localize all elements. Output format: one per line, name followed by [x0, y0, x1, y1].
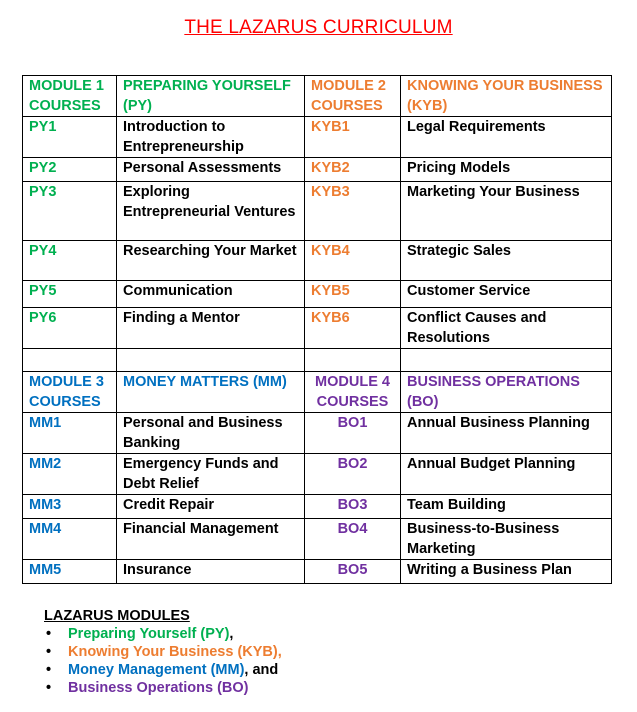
course-title: Writing a Business Plan [401, 560, 612, 584]
course-code: PY5 [23, 281, 117, 308]
empty-cell [401, 349, 612, 372]
module2-label: MODULE 2 COURSES [305, 76, 401, 117]
course-title: Insurance [117, 560, 305, 584]
module4-name: BUSINESS OPERATIONS (BO) [401, 372, 612, 413]
bullet-icon: • [46, 662, 52, 678]
empty-cell [23, 349, 117, 372]
course-title: Annual Budget Planning [401, 454, 612, 495]
legend-item-tail: , [229, 626, 234, 642]
course-title: Exploring Entrepreneurial Ventures [117, 182, 305, 241]
course-title: Credit Repair [117, 495, 305, 519]
course-code: PY1 [23, 117, 117, 158]
legend-item-text: Business Operations (BO) [68, 680, 249, 696]
course-code: BO5 [305, 560, 401, 584]
course-title: Annual Business Planning [401, 413, 612, 454]
table-row [23, 454, 612, 495]
table-row [23, 158, 612, 182]
course-title: Introduction to Entrepreneurship [117, 117, 305, 158]
empty-cell [305, 349, 401, 372]
legend-title: LAZARUS MODULES [44, 608, 190, 624]
legend-item-text: Preparing Yourself (PY) [68, 626, 230, 642]
course-code: PY3 [23, 182, 117, 241]
course-code: MM1 [23, 413, 117, 454]
legend-item-tail: , and [244, 662, 279, 678]
modules-legend [44, 607, 282, 697]
bullet-icon: • [46, 644, 52, 660]
course-code: MM4 [23, 519, 117, 560]
course-title: Financial Management [117, 519, 305, 560]
course-code: PY2 [23, 158, 117, 182]
legend-item-bo [44, 679, 282, 697]
course-code: PY6 [23, 308, 117, 349]
table-row [23, 560, 612, 584]
course-code: BO4 [305, 519, 401, 560]
course-title: Marketing Your Business [401, 182, 612, 241]
course-title: Communication [117, 281, 305, 308]
course-title: Personal and Business Banking [117, 413, 305, 454]
course-title: Customer Service [401, 281, 612, 308]
course-code: MM2 [23, 454, 117, 495]
legend-item-kyb [44, 643, 282, 661]
course-title: Business-to-Business Marketing [401, 519, 612, 560]
curriculum-table [22, 75, 612, 584]
empty-cell [117, 349, 305, 372]
course-title: Researching Your Market [117, 241, 305, 281]
course-title: Strategic Sales [401, 241, 612, 281]
module-header-row-bottom [23, 372, 612, 413]
course-code: KYB3 [305, 182, 401, 241]
course-code: KYB2 [305, 158, 401, 182]
bullet-icon: • [46, 680, 52, 696]
bullet-icon: • [46, 626, 52, 642]
page-title: THE LAZARUS CURRICULUM [184, 17, 453, 38]
table-row [23, 519, 612, 560]
course-title: Legal Requirements [401, 117, 612, 158]
course-code: KYB6 [305, 308, 401, 349]
module2-name: KNOWING YOUR BUSINESS (KYB) [401, 76, 612, 117]
course-code: BO2 [305, 454, 401, 495]
module1-name: PREPARING YOURSELF (PY) [117, 76, 305, 117]
table-row [23, 281, 612, 308]
course-code: KYB1 [305, 117, 401, 158]
table-row [23, 117, 612, 158]
module1-label: MODULE 1 COURSES [23, 76, 117, 117]
legend-item-text: Money Management (MM) [68, 662, 245, 678]
table-row [23, 182, 612, 241]
course-title: Finding a Mentor [117, 308, 305, 349]
course-title: Team Building [401, 495, 612, 519]
table-row [23, 308, 612, 349]
course-code: MM5 [23, 560, 117, 584]
legend-item-mm [44, 661, 282, 679]
legend-list [44, 625, 282, 697]
course-title: Pricing Models [401, 158, 612, 182]
table-row [23, 413, 612, 454]
course-code: BO1 [305, 413, 401, 454]
course-code: KYB4 [305, 241, 401, 281]
course-code: PY4 [23, 241, 117, 281]
table-row [23, 241, 612, 281]
module4-label: MODULE 4 COURSES [305, 372, 401, 413]
legend-item-text: Knowing Your Business (KYB), [68, 644, 282, 660]
course-code: BO3 [305, 495, 401, 519]
module3-label: MODULE 3 COURSES [23, 372, 117, 413]
course-title: Conflict Causes and Resolutions [401, 308, 612, 349]
module-header-row-top [23, 76, 612, 117]
course-title: Personal Assessments [117, 158, 305, 182]
course-code: KYB5 [305, 281, 401, 308]
course-code: MM3 [23, 495, 117, 519]
legend-item-py [44, 625, 282, 643]
module3-name: MONEY MATTERS (MM) [117, 372, 305, 413]
table-row [23, 495, 612, 519]
spacer-row [23, 349, 612, 372]
course-title: Emergency Funds and Debt Relief [117, 454, 305, 495]
